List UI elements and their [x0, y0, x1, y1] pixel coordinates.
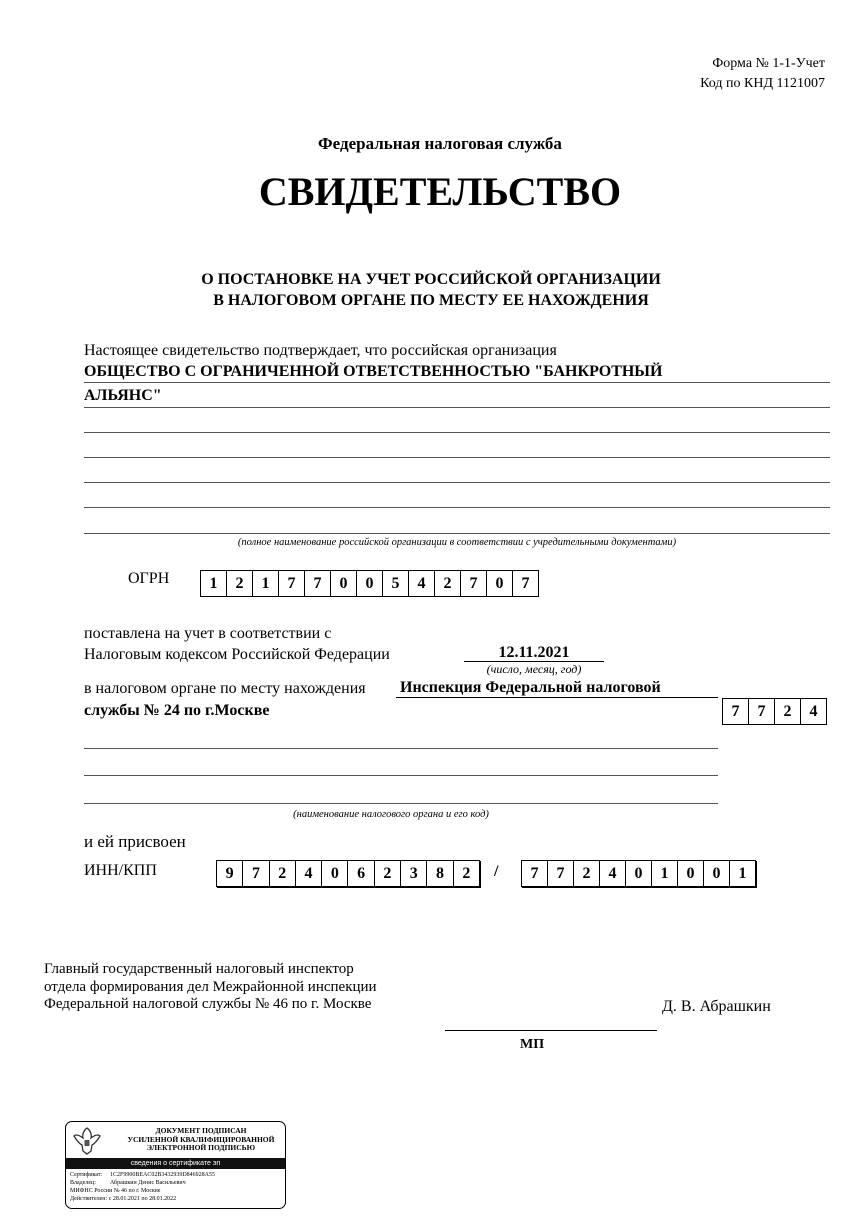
digit-cell: 0 — [322, 861, 348, 886]
certificate-value: 1C2F9900BEAC02B3432939D846928A55 — [110, 1172, 216, 1178]
tax-office-prefix: в налоговом органе по месту нахождения — [84, 680, 366, 697]
assigned-text: и ей присвоен — [84, 832, 186, 851]
digit-cell: 2 — [270, 861, 296, 886]
digit-cell: 7 — [305, 571, 331, 596]
document-subtitle — [0, 269, 862, 311]
signatory-position — [44, 961, 377, 1014]
divider — [84, 803, 718, 804]
digit-cell: 7 — [548, 861, 574, 886]
digit-cell: 0 — [487, 571, 513, 596]
stamp-heading — [121, 1127, 281, 1153]
digit-cell: 2 — [227, 571, 253, 596]
digit-cell: 7 — [461, 571, 487, 596]
digit-cell: 0 — [331, 571, 357, 596]
digit-cell: 2 — [375, 861, 401, 886]
divider — [84, 457, 830, 458]
stamp-details — [70, 1171, 215, 1203]
digit-cell: 6 — [348, 861, 374, 886]
divider — [84, 382, 830, 383]
tax-office-caption: (наименование налогового органа и его код) — [293, 809, 489, 820]
ogrn-label: ОГРН — [128, 570, 170, 587]
registered-line1: поставлена на учет в соответствии с — [84, 625, 332, 642]
digit-cell: 2 — [454, 861, 480, 886]
owner-label: Владелец: — [70, 1180, 96, 1186]
inn-kpp-label: ИНН/КПП — [84, 862, 157, 879]
digit-cell: 7 — [279, 571, 305, 596]
knd-code: Код по КНД 1121007 — [700, 76, 825, 91]
digit-cell: 5 — [383, 571, 409, 596]
digit-cell: 4 — [296, 861, 322, 886]
digit-cell: 2 — [435, 571, 461, 596]
digit-cell: 0 — [626, 861, 652, 886]
subtitle-line: О ПОСТАНОВКЕ НА УЧЕТ РОССИЙСКОЙ ОРГАНИЗАЦИИ — [201, 271, 661, 288]
digit-cell: 3 — [401, 861, 427, 886]
stamp-heading-line: ЭЛЕКТРОННОЙ ПОДПИСЬЮ — [146, 1143, 256, 1152]
divider — [84, 507, 830, 508]
divider — [84, 748, 718, 749]
inn-kpp-separator: / — [494, 863, 499, 880]
divider — [84, 432, 830, 433]
digit-cell: 7 — [723, 699, 749, 724]
issuing-office: МИФНС России № 46 по г. Москве — [70, 1188, 161, 1194]
divider — [396, 697, 718, 698]
certificate-label: Сертификат: — [70, 1172, 103, 1178]
divider — [84, 533, 830, 534]
stamp-heading-line: ДОКУМЕНТ ПОДПИСАН — [155, 1126, 247, 1135]
esign-stamp — [65, 1121, 286, 1209]
signatory-name: Д. В. Абрашкин — [662, 998, 771, 1015]
digit-cell: 4 — [600, 861, 626, 886]
inn-boxes — [216, 860, 480, 887]
registration-date: 12.11.2021 — [498, 644, 570, 661]
kpp-boxes — [521, 860, 756, 887]
document-title: СВИДЕТЕЛЬСТВО — [258, 169, 622, 214]
digit-cell: 4 — [801, 699, 827, 724]
position-line: отдела формирования дел Межрайонной инспекции — [44, 978, 377, 995]
tax-office-name-line: службы № 24 по г.Москве — [84, 702, 270, 719]
digit-cell: 7 — [513, 571, 539, 596]
digit-cell: 9 — [217, 861, 243, 886]
org-name-line: ОБЩЕСТВО С ОГРАНИЧЕННОЙ ОТВЕТСТВЕННОСТЬЮ "БАНКРОТНЫЙ — [84, 363, 663, 380]
subtitle-line: В НАЛОГОВОМ ОРГАНЕ ПО МЕСТУ ЕЕ НАХОЖДЕНИЯ — [213, 292, 649, 309]
digit-cell: 7 — [243, 861, 269, 886]
divider — [84, 775, 718, 776]
org-name-line: АЛЬЯНС" — [84, 387, 162, 404]
date-caption: (число, месяц, год) — [486, 662, 582, 676]
validity-period: Действителен: с 28.01.2021 по 28.01.2022 — [70, 1196, 177, 1202]
digit-cell: 1 — [652, 861, 678, 886]
divider — [84, 482, 830, 483]
digit-cell: 2 — [574, 861, 600, 886]
eagle-emblem-icon — [72, 1125, 102, 1156]
stamp-bar: сведения о сертификате эп — [66, 1158, 285, 1169]
seal-mark: МП — [520, 1037, 545, 1052]
digit-cell: 1 — [253, 571, 279, 596]
digit-cell: 0 — [678, 861, 704, 886]
digit-cell: 1 — [201, 571, 227, 596]
tax-office-name-line: Инспекция Федеральной налоговой — [400, 679, 661, 696]
agency-name: Федеральная налоговая служба — [318, 134, 562, 153]
digit-cell: 8 — [427, 861, 453, 886]
digit-cell: 0 — [357, 571, 383, 596]
digit-cell: 4 — [409, 571, 435, 596]
signature-line — [445, 1030, 657, 1031]
owner-value: Абрашкин Денис Васильевич — [110, 1180, 186, 1186]
intro-text: Настоящее свидетельство подтверждает, что российская организация — [84, 342, 557, 359]
tax-office-code-boxes — [722, 698, 827, 725]
digit-cell: 1 — [730, 861, 756, 886]
org-caption: (полное наименование российской организации в соответствии с учредительными документами) — [237, 537, 677, 548]
divider — [84, 407, 830, 408]
digit-cell: 2 — [775, 699, 801, 724]
position-line: Федеральной налоговой службы № 46 по г. Москве — [44, 996, 372, 1012]
digit-cell: 0 — [704, 861, 730, 886]
registered-line2: Налоговым кодексом Российской Федерации — [84, 646, 390, 663]
position-line: Главный государственный налоговый инспектор — [44, 961, 354, 977]
digit-cell: 7 — [522, 861, 548, 886]
form-number: Форма № 1-1-Учет — [712, 56, 825, 71]
digit-cell: 7 — [749, 699, 775, 724]
ogrn-boxes — [200, 570, 539, 597]
stamp-heading-line: УСИЛЕННОЙ КВАЛИФИЦИРОВАННОЙ — [127, 1134, 275, 1144]
form-header — [700, 54, 825, 94]
